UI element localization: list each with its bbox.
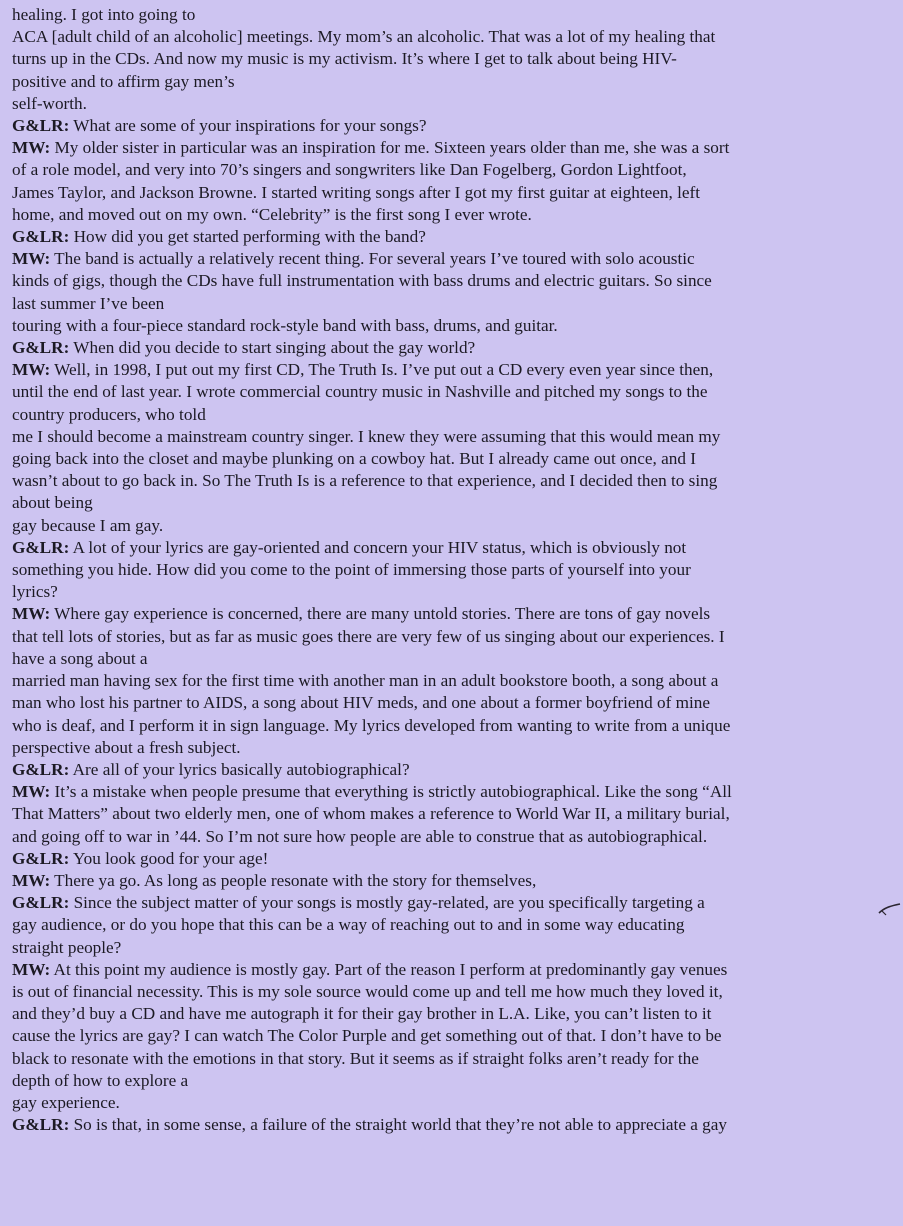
line-text: Where gay experience is concerned, there are many untold stories. There are tons of gay novels	[50, 604, 711, 624]
text-line	[12, 1003, 891, 1025]
line-text: How did you get started performing with the band?	[69, 227, 426, 247]
text-line	[12, 315, 891, 337]
line-text: James Taylor, and Jackson Browne. I started writing songs after I got my first guitar at eighteen, left	[12, 182, 700, 202]
speaker-label: G&LR:	[12, 759, 70, 779]
line-text: black to resonate with the emotions in that story. But it seems as if straight folks aren’t ready for the	[12, 1048, 699, 1068]
text-line	[12, 959, 891, 981]
text-line	[12, 737, 891, 759]
line-text: last summer I’ve been	[12, 293, 165, 313]
speaker-label: G&LR:	[12, 537, 70, 557]
line-text: about being	[12, 493, 93, 513]
speaker-label: MW:	[12, 360, 51, 380]
line-text: My older sister in particular was an inspiration for me. Sixteen years older than me, she was a sort	[50, 138, 730, 158]
text-line	[12, 670, 891, 692]
line-text: country producers, who told	[12, 404, 206, 424]
text-line	[12, 204, 891, 226]
text-line	[12, 892, 891, 914]
line-text: married man having sex for the first time with another man in an adult bookstore booth, a song about a	[12, 671, 719, 691]
line-text: What are some of your inspirations for your songs?	[69, 116, 427, 136]
line-text: Well, in 1998, I put out my first CD, The Truth Is. I’ve put out a CD every even year since then,	[50, 360, 714, 380]
text-line	[12, 337, 891, 359]
line-text: At this point my audience is mostly gay. Part of the reason I perform at predominantly gay venues	[50, 959, 728, 979]
text-line	[12, 4, 891, 26]
interview-text	[12, 4, 891, 1136]
text-line	[12, 692, 891, 714]
line-text: going back into the closet and maybe plunking on a cowboy hat. But I already came out once, and I	[12, 449, 696, 469]
line-text: self-worth.	[12, 93, 87, 113]
line-text: man who lost his partner to AIDS, a song about HIV meds, and one about a former boyfriend of mine	[12, 693, 711, 713]
text-line	[12, 537, 891, 559]
line-text: gay experience.	[12, 1092, 120, 1112]
line-text: who is deaf, and I perform it in sign language. My lyrics developed from wanting to write from a unique	[12, 715, 731, 735]
line-text: of a role model, and very into 70’s singers and songwriters like Dan Fogelberg, Gordon Lightfoot,	[12, 160, 687, 180]
line-text: is out of financial necessity. This is my sole source would come up and tell me how much they loved it,	[12, 981, 723, 1001]
line-text: and going off to war in ’44. So I’m not sure how people are able to construe that as autobiographical.	[12, 826, 708, 846]
speaker-label: MW:	[12, 138, 51, 158]
speaker-label: G&LR:	[12, 338, 70, 358]
line-text: When did you decide to start singing about the gay world?	[69, 338, 476, 358]
line-text: and they’d buy a CD and have me autograph it for their gay brother in L.A. Like, you can’t listen to it	[12, 1004, 712, 1024]
speaker-label: MW:	[12, 959, 51, 979]
line-text: You look good for your age!	[69, 848, 269, 868]
text-line	[12, 1070, 891, 1092]
line-text: turns up in the CDs. And now my music is my activism. It’s where I get to talk about being HIV-	[12, 49, 677, 69]
line-text: That Matters” about two elderly men, one of whom makes a reference to World War II, a military burial,	[12, 804, 730, 824]
text-line	[12, 914, 891, 936]
text-line	[12, 559, 891, 581]
text-line	[12, 937, 891, 959]
text-line	[12, 826, 891, 848]
text-line	[12, 803, 891, 825]
text-line	[12, 581, 891, 603]
text-line	[12, 848, 891, 870]
text-line	[12, 1114, 891, 1136]
speaker-label: MW:	[12, 782, 51, 802]
line-text: straight people?	[12, 937, 122, 957]
line-text: gay audience, or do you hope that this can be a way of reaching out to and in some way educating	[12, 915, 685, 935]
pen-mark-icon	[876, 902, 902, 916]
text-line	[12, 359, 891, 381]
text-line	[12, 1048, 891, 1070]
speaker-label: G&LR:	[12, 893, 70, 913]
line-text: perspective about a fresh subject.	[12, 737, 241, 757]
speaker-label: MW:	[12, 604, 51, 624]
text-line	[12, 71, 891, 93]
speaker-label: MW:	[12, 870, 51, 890]
text-line	[12, 293, 891, 315]
text-line	[12, 648, 891, 670]
text-line	[12, 603, 891, 625]
text-line	[12, 115, 891, 137]
text-line	[12, 48, 891, 70]
speaker-label: G&LR:	[12, 227, 70, 247]
speaker-label: MW:	[12, 249, 51, 269]
text-line	[12, 759, 891, 781]
text-line	[12, 137, 891, 159]
text-line	[12, 270, 891, 292]
line-text: The band is actually a relatively recent thing. For several years I’ve toured with solo acoustic	[50, 249, 695, 269]
text-line	[12, 226, 891, 248]
text-line	[12, 470, 891, 492]
text-line	[12, 448, 891, 470]
text-line	[12, 26, 891, 48]
line-text: have a song about a	[12, 648, 148, 668]
text-line	[12, 515, 891, 537]
text-line	[12, 870, 891, 892]
text-line	[12, 492, 891, 514]
text-line	[12, 1025, 891, 1047]
line-text: until the end of last year. I wrote commercial country music in Nashville and pitched my songs to the	[12, 382, 708, 402]
line-text: home, and moved out on my own. “Celebrity” is the first song I ever wrote.	[12, 204, 532, 224]
text-line	[12, 182, 891, 204]
line-text: So is that, in some sense, a failure of the straight world that they’re not able to appreciate a gay	[69, 1115, 727, 1135]
line-text: There ya go. As long as people resonate with the story for themselves,	[50, 870, 537, 890]
text-line	[12, 781, 891, 803]
line-text: positive and to affirm gay men’s	[12, 71, 235, 91]
text-line	[12, 715, 891, 737]
line-text: healing. I got into going to	[12, 5, 196, 24]
line-text: depth of how to explore a	[12, 1070, 189, 1090]
text-line	[12, 981, 891, 1003]
line-text: lyrics?	[12, 582, 58, 602]
line-text: Are all of your lyrics basically autobiographical?	[69, 759, 410, 779]
text-line	[12, 1092, 891, 1114]
text-line	[12, 381, 891, 403]
line-text: kinds of gigs, though the CDs have full instrumentation with bass drums and electric guitars. So since	[12, 271, 712, 291]
speaker-label: G&LR:	[12, 1115, 70, 1135]
text-line	[12, 426, 891, 448]
speaker-label: G&LR:	[12, 848, 70, 868]
line-text: It’s a mistake when people presume that everything is strictly autobiographical. Like the song “All	[50, 782, 732, 802]
line-text: A lot of your lyrics are gay-oriented and concern your HIV status, which is obviously not	[69, 537, 687, 557]
line-text: me I should become a mainstream country singer. I knew they were assuming that this would mean my	[12, 426, 721, 446]
line-text: that tell lots of stories, but as far as music goes there are very few of us singing about our experiences. I	[12, 626, 725, 646]
text-line	[12, 159, 891, 181]
line-text: ACA [adult child of an alcoholic] meetings. My mom’s an alcoholic. That was a lot of my healing that	[12, 27, 716, 47]
text-line	[12, 626, 891, 648]
line-text: Since the subject matter of your songs is mostly gay-related, are you specifically targeting a	[69, 893, 705, 913]
line-text: something you hide. How did you come to the point of immersing those parts of yourself into your	[12, 560, 691, 580]
line-text: gay because I am gay.	[12, 515, 164, 535]
line-text: wasn’t about to go back in. So The Truth Is is a reference to that experience, and I decided then to sing	[12, 471, 718, 491]
text-line	[12, 248, 891, 270]
line-text: touring with a four-piece standard rock-style band with bass, drums, and guitar.	[12, 315, 558, 335]
text-line	[12, 404, 891, 426]
text-line	[12, 93, 891, 115]
line-text: cause the lyrics are gay? I can watch The Color Purple and get something out of that. I don’t have to be	[12, 1026, 722, 1046]
speaker-label: G&LR:	[12, 116, 70, 136]
